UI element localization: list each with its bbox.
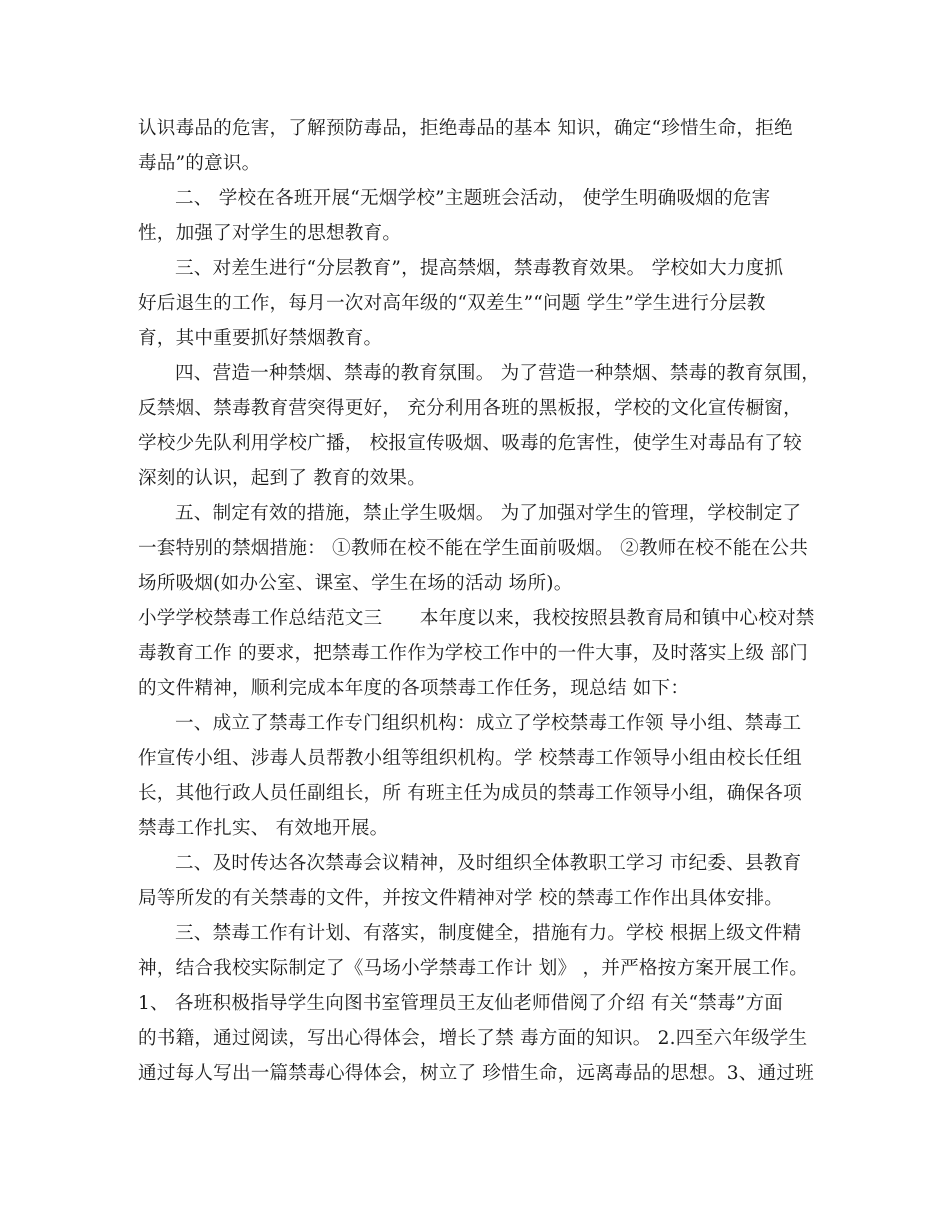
text-line: 一套特别的禁烟措施： ①教师在校不能在学生面前吸烟。 ②教师在校不能在公共 <box>138 538 809 559</box>
list-item-line: 1、 各班积极指导学生向图书室管理员王友仙老师借阅了介绍 有关“禁毒”方面 <box>138 993 784 1014</box>
text-line: 毒品”的意识。 <box>138 153 261 174</box>
text-line: 好后退生的工作，每月一次对高年级的“双差生”“问题 学生”学生进行分层教 <box>138 293 766 314</box>
text-line: 育，其中重要抓好禁烟教育。 <box>138 328 383 349</box>
text-line: 认识毒品的危害，了解预防毒品，拒绝毒品的基本 知识，确定“珍惜生命，拒绝 <box>138 118 793 139</box>
paragraph-start: 一、成立了禁毒工作专门组织机构：成立了学校禁毒工作领 导小组、禁毒工 <box>175 713 802 734</box>
text-line: 的书籍，通过阅读，写出心得体会，增长了禁 毒方面的知识。 2.四至六年级学生 <box>138 1028 808 1049</box>
paragraph-start: 二、 学校在各班开展“无烟学校”主题班会活动， 使学生明确吸烟的危害 <box>175 188 771 209</box>
text-line: 作宣传小组、涉毒人员帮教小组等组织机构。学 校禁毒工作领导小组由校长任组 <box>138 748 802 769</box>
text-line: 深刻的认识，起到了 教育的效果。 <box>138 468 427 489</box>
text-line: 性，加强了对学生的思想教育。 <box>138 223 402 244</box>
text-line: 长，其他行政人员任副组长，所 有班主任为成员的禁毒工作领导小组，确保各项 <box>138 783 802 804</box>
text-line: 禁毒工作扎实、 有效地开展。 <box>138 818 389 839</box>
section-heading-line: 小学学校禁毒工作总结范文三 本年度以来，我校按照县教育局和镇中心校对禁 <box>138 608 815 629</box>
text-line: 局等所发的有关禁毒的文件，并按文件精神对学 校的禁毒工作作出具体安排。 <box>138 888 784 909</box>
text-line: 神，结合我校实际制定了《马场小学禁毒工作计 划》 ，并严格按方案开展工作。 <box>138 958 809 979</box>
paragraph-start: 三、对差生进行“分层教育”，提高禁烟，禁毒教育效果。 学校如大力度抓 <box>175 258 784 279</box>
text-line: 反禁烟、禁毒教育营突得更好， 充分利用各班的黑板报，学校的文化宣传橱窗， <box>138 398 802 419</box>
text-line: 场所吸烟(如办公室、课室、学生在场的活动 场所)。 <box>138 573 573 594</box>
text-line: 的文件精神，顺利完成本年度的各项禁毒工作任务，现总结 如下： <box>138 678 690 699</box>
text-line: 通过每人写出一篇禁毒心得体会，树立了 珍惜生命，远离毒品的思想。3、通过班 <box>138 1063 814 1084</box>
paragraph-start: 四、营造一种禁烟、禁毒的教育氛围。 为了营造一种禁烟、禁毒的教育氛围， <box>175 363 821 384</box>
paragraph-start: 五、制定有效的措施，禁止学生吸烟。 为了加强对学生的管理，学校制定了 <box>175 503 802 524</box>
paragraph-start: 三、禁毒工作有计划、有落实，制度健全，措施有力。学校 根据上级文件精 <box>175 923 802 944</box>
paragraph-start: 二、及时传达各次禁毒会议精神，及时组织全体教职工学习 市纪委、县教育 <box>175 853 802 874</box>
text-line: 学校少先队利用学校广播， 校报宣传吸烟、吸毒的危害性，使学生对毒品有了较 <box>138 433 802 454</box>
text-line: 毒教育工作 的要求，把禁毒工作作为学校工作中的一件大事，及时落实上级 部门 <box>138 643 809 664</box>
